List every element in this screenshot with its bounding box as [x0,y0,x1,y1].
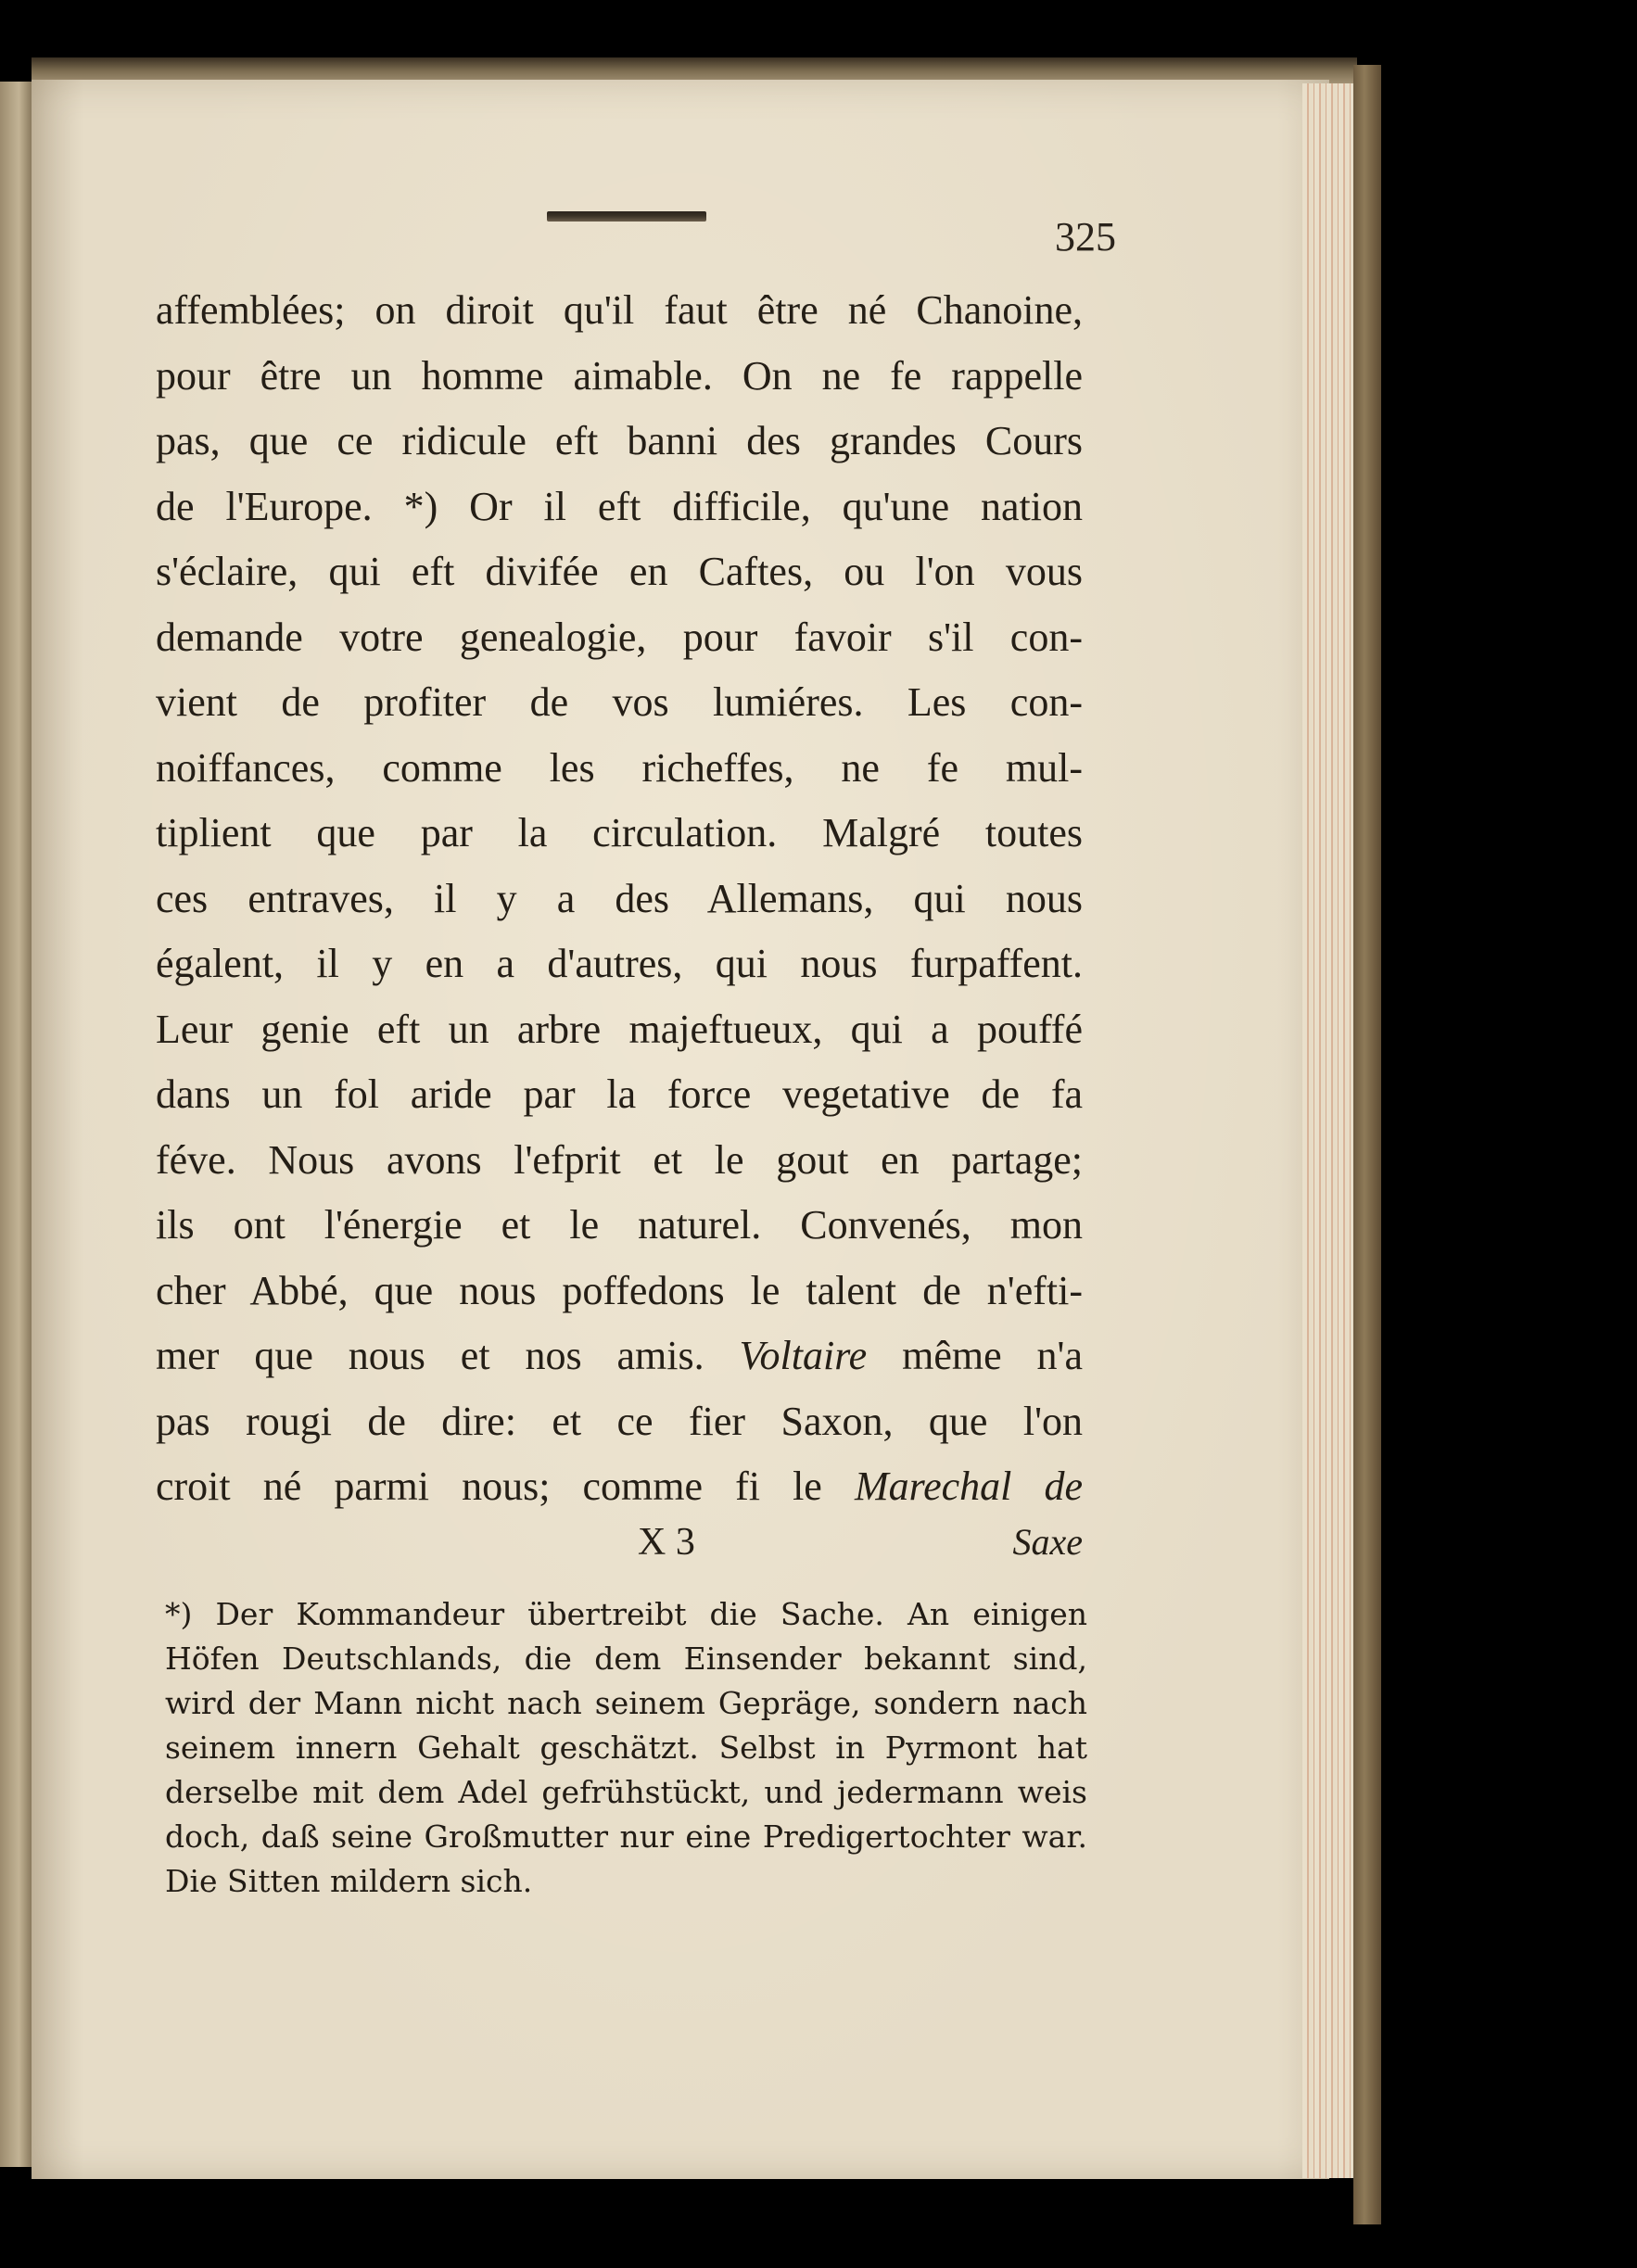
footnote-line: *) Der Kommandeur übertreibt die Sache. An einigen [165,1596,1087,1632]
body-line-head: mer que nous et nos amis. [156,1333,704,1378]
body-line: cher Abbé, que nous poffedons le talent de n'efti- [156,1267,1083,1313]
body-line-head: croit né parmi nous; comme fi le [156,1463,822,1509]
footnote-line: doch, daß seine Großmutter nur eine Predigertochter war. [165,1818,1087,1855]
body-text [156,278,1083,1520]
body-line: ces entraves, il y a des Allemans, qui nous [156,875,1083,921]
marechal-italic: Marechal de [854,1463,1083,1509]
body-line: noiffances, comme les richeffes, ne fe mul- [156,744,1083,791]
book-cover-board [1353,65,1381,2224]
page-stack-edges [1302,83,1360,2178]
header-rule [547,211,706,222]
body-line: ils ont l'énergie et le naturel. Convenés, mon [156,1202,1083,1248]
body-line: égalent, il y en a d'autres, qui nous furpaffent. [156,941,1083,986]
footnote [165,1592,1087,1904]
left-page-edge [0,82,32,2167]
body-line-marechal [156,1454,1083,1520]
footnote-line: Die Sitten mildern sich. [165,1863,533,1899]
page-number: 325 [1055,214,1116,260]
footnote-line: derselbe mit dem Adel gefrühstückt, und jedermann weis [165,1774,1087,1810]
body-line: s'éclaire, qui eft divifée en Caftes, ou l'on vous [156,549,1083,594]
body-line: vient de profiter de vos lumiéres. Les con- [156,679,1083,725]
signature-row [156,1520,1083,1576]
signature-mark: X 3 [638,1521,695,1564]
body-line: demande votre genealogie, pour favoir s'il con- [156,614,1083,660]
catchword: Saxe [1012,1521,1083,1563]
body-line: dans un fol aride par la force vegetative de fa [156,1071,1083,1117]
body-line: pas, que ce ridicule eft banni des grandes Cours [156,418,1083,463]
footnote-line: wird der Mann nicht nach seinem Gepräge, sondern nach [165,1685,1087,1721]
body-line-voltaire [156,1324,1083,1389]
body-line: pour être un homme aimable. On ne fe rappelle [156,352,1083,399]
body-line: pas rougi de dire: et ce fier Saxon, que l'on [156,1398,1083,1444]
body-line: tiplient que par la circulation. Malgré toutes [156,810,1083,855]
footnote-line: seinem innern Gehalt geschätzt. Selbst in Pyrmont hat [165,1730,1087,1766]
body-line: affemblées; on diroit qu'il faut être né Chanoine, [156,287,1083,333]
body-line-tail: même n'a [902,1333,1084,1378]
voltaire-italic: Voltaire [739,1333,868,1378]
footnote-line: Höfen Deutschlands, die dem Einsender bekannt sind, [165,1641,1087,1677]
body-line: féve. Nous avons l'efprit et le gout en partage; [156,1136,1083,1183]
body-line: Leur genie eft un arbre majeftueux, qui a pouffé [156,1006,1083,1052]
body-line: de l'Europe. *) Or il eft difficile, qu'une nation [156,483,1083,529]
